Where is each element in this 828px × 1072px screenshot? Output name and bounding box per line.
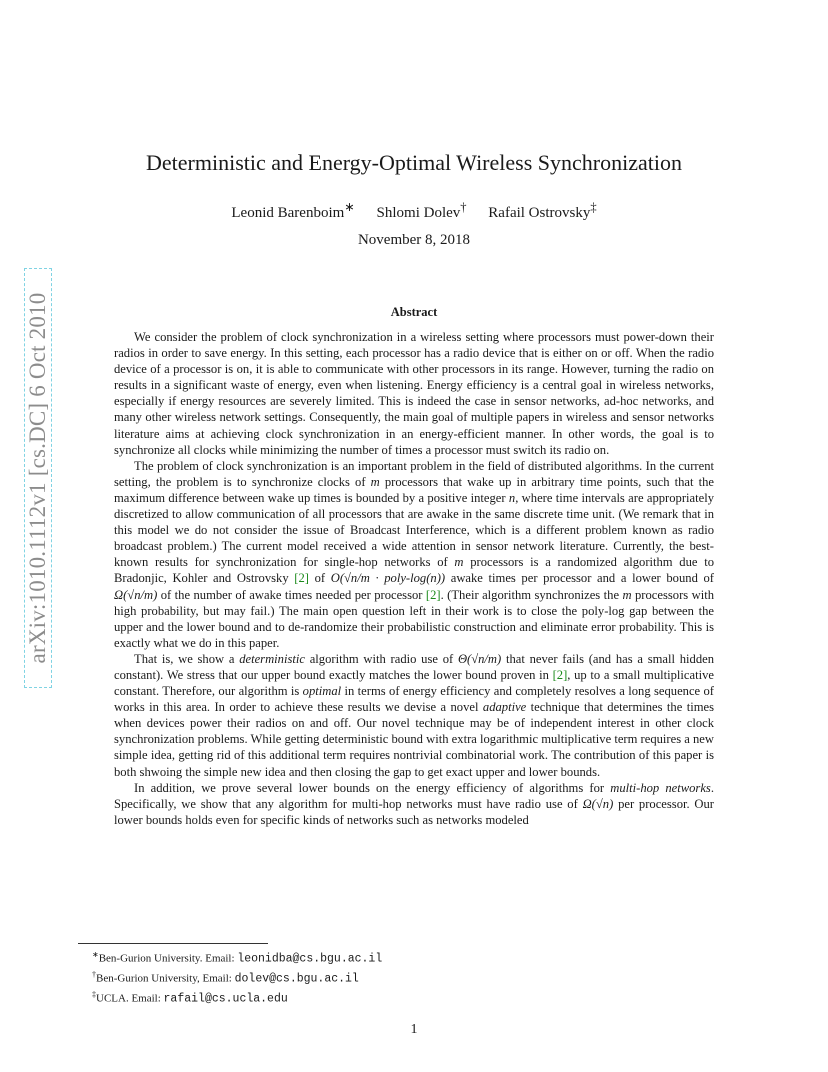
footnotes bbox=[92, 947, 692, 1007]
math-upper-bound: O(√n/m · poly-log(n)) bbox=[330, 571, 446, 586]
page-number: 1 bbox=[410, 1022, 418, 1037]
author-list bbox=[0, 199, 828, 222]
math-theta-bound: Θ(√n/m) bbox=[457, 651, 502, 666]
abstract-paragraph: We consider the problem of clock synchronization in a wireless setting where processors must power-down their radios in order to save energy. In this setting, each processor has a radio device that is either on or off. When the radio device of a processor is on, it is able to communicate with other processors in its range. However, turning the radio on results in a significant waste of energy, even when listening. Energy efficiency is a central goal in wireless networks, especially if energy resources are severely limited. This is indeed the case in sensor networks, ad-hoc networks, and many other wireless network settings. Consequently, the main goal of multiple papers in wireless and sensor networks literature aims at achieving clock synchronization in an energy-efficient manner. In other words, the goal is to synchronize all clocks while minimizing the number of times a processor must switch its radio on. bbox=[114, 330, 714, 457]
abstract-heading: Abstract bbox=[390, 305, 438, 319]
math-multihop-bound: Ω(√n) bbox=[582, 796, 614, 811]
email-address[interactable]: dolev@cs.bgu.ac.il bbox=[234, 972, 359, 986]
abstract-paragraph: That is, we show a deterministic algorithm with radio use of Θ(√n/m) that never fails (and has a small hidden constant). We stress that our upper bound exactly matches the lower bound proven in [2], up to a small multiplicative constant. Therefore, our algorithm is optimal in terms of energy efficiency and completely resolves a long sequence of works in this area. In order to achieve these results we devise a novel adaptive technique that determines the times when devices power their radios on and off. Our novel technique may be of independent interest in other clock synchronization problems. While getting deterministic bound with extra logarithmic multiplicative term requires a new simple idea, getting rid of this additional term requires nontrivial combinatorial work. The contribution of this paper is both shwoing the simple new idea and then closing the gap to get exact upper and lower bounds. bbox=[114, 651, 715, 779]
citation-link[interactable]: [2] bbox=[552, 667, 568, 682]
paper-date: November 8, 2018 bbox=[357, 232, 471, 248]
footnote: ‡UCLA. Email: rafail@cs.ucla.edu bbox=[92, 990, 288, 1006]
footnote: ∗Ben-Gurion University. Email: leonidba@cs.bgu.ac.il bbox=[92, 950, 383, 966]
citation-link[interactable]: [2] bbox=[425, 587, 441, 602]
citation-link[interactable]: [2] bbox=[294, 571, 309, 586]
footnote-divider bbox=[78, 943, 268, 944]
email-address[interactable]: rafail@cs.ucla.edu bbox=[163, 992, 288, 1006]
author: Shlomi Dolev† bbox=[376, 200, 467, 221]
footnote: †Ben-Gurion University, Email: dolev@cs.bgu.ac.il bbox=[92, 970, 359, 986]
author: Rafail Ostrovsky‡ bbox=[488, 200, 597, 221]
author: Leonid Barenboim∗ bbox=[231, 200, 355, 221]
arxiv-identifier-stamp bbox=[24, 268, 52, 688]
arxiv-id: arXiv:1010.1112v1 [cs.DC] 6 Oct 2010 bbox=[25, 292, 50, 664]
email-address[interactable]: leonidba@cs.bgu.ac.il bbox=[237, 952, 383, 966]
paper-title: Deterministic and Energy-Optimal Wireless Synchronization bbox=[146, 150, 682, 175]
abstract-paragraph: The problem of clock synchronization is an important problem in the field of distributed algorithms. In the current setting, the problem is to synchronize clocks of m processors that wake up in arbitrary time points, such that the maximum difference between wake up times is bounded by a positive integer n, where time intervals are appropriately discretized to allow communication of all processors that are awake in the same discrete time unit. (We remark that in this model we do not consider the issue of Broadcast Interference, which is a different problem known as radio broadcast problem.) The current model received a wide attention in sensor network literature. Currently, the best-known results for synchronization for single-hop networks of m processors is a randomized algorithm due to Bradonjic, Kohler and Ostrovsky [2] of O(√n/m · poly-log(n)) awake times per processor and a lower bound of Ω(√n/m) of the number of awake times needed per processor [2]. (Their algorithm synchronizes the m processors with high probability, but may fail.) The main open question left in their work is to close the poly-log gap between the upper and the lower bound and to de-randomize their probabilistic construction and eliminate error probability. This is exactly what we do in this paper. bbox=[114, 458, 714, 650]
abstract-paragraph: In addition, we prove several lower bounds on the energy efficiency of algorithms for multi-hop networks. Specifically, we show that any algorithm for multi-hop networks must have radio use of Ω(√n) per processor. Our lower bounds holds even for specific kinds of networks such as networks modeled bbox=[114, 780, 714, 827]
math-lower-bound: Ω(√n/m) bbox=[114, 587, 158, 602]
abstract-body bbox=[114, 329, 714, 828]
